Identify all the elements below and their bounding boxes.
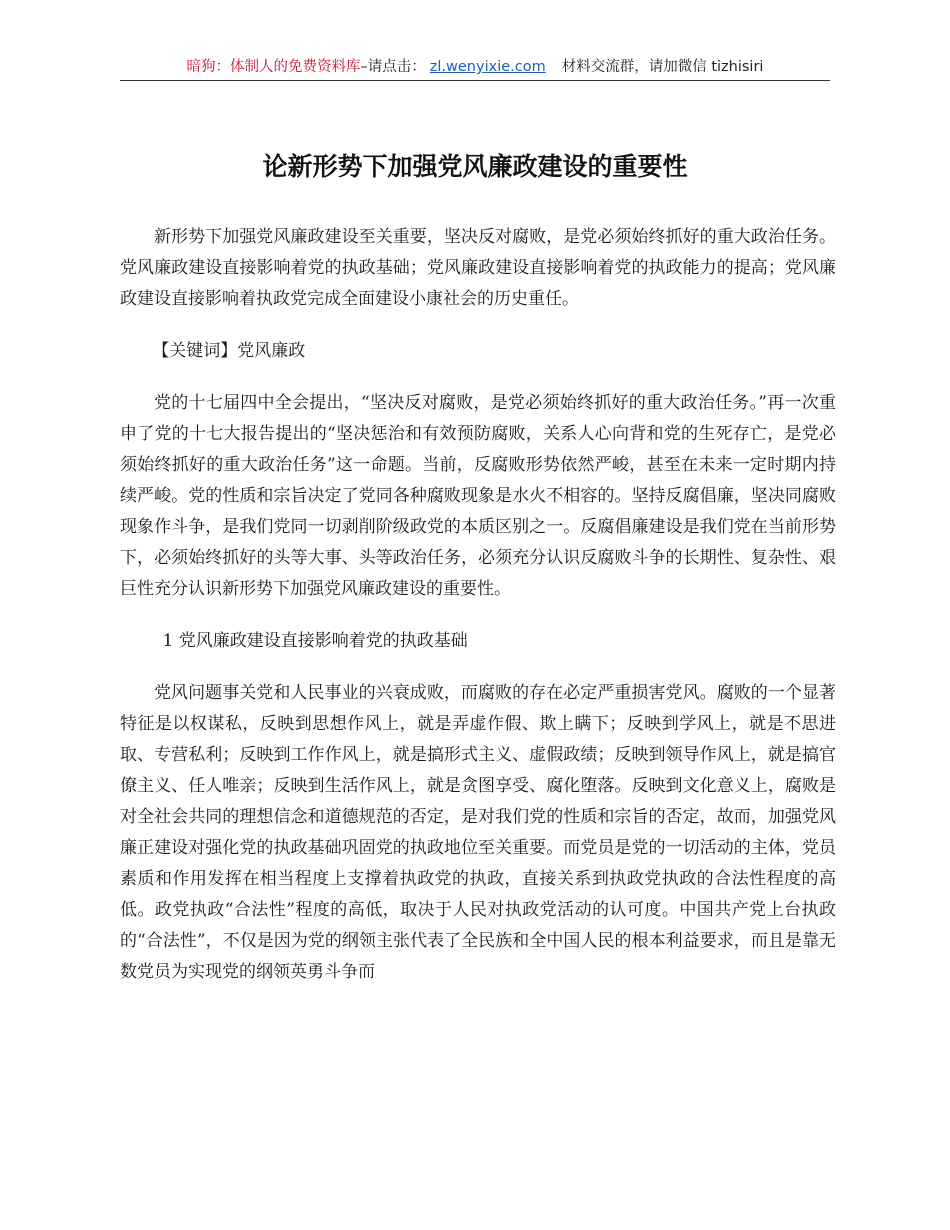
intro-paragraph: 党的十七届四中全会提出，“坚决反对腐败，是党必须始终抓好的重大政治任务。”再一次重申了党的十七大报告提出的“坚决惩治和有效预防腐败，关系人心向背和党的生死存亡，是党必须始终抓好的重大政治任务”这一命题。当前，反腐败形势依然严峻，甚至在未来一定时期内持续严峻。党的性质和宗旨决定了党同各种腐败现象是水火不相容的。坚持反腐倡廉，坚决同腐败现象作斗争，是我们党同一切剥削阶级政党的本质区别之一。反腐倡廉建设是我们党在当前形势下，必须始终抓好的头等大事、头等政治任务，必须充分认识反腐败斗争的长期性、复杂性、艰巨性充分认识新形势下加强党风廉政建设的重要性。	[120, 393, 836, 599]
section-1-heading: 1 党风廉政建设直接影响着党的执政基础	[162, 631, 468, 651]
abstract-paragraph: 新形势下加强党风廉政建设至关重要，坚决反对腐败，是党必须始终抓好的重大政治任务。党风廉政建设直接影响着党的执政基础；党风廉政建设直接影响着党的执政能力的提高；党风廉政建设直接影响着执政党完成全面建设小康社会的历史重任。	[120, 227, 836, 309]
header-click-prompt: –请点击：	[360, 59, 426, 75]
document-body	[120, 222, 836, 1009]
document-title: 论新形势下加强党风廉政建设的重要性	[262, 152, 688, 181]
page-header	[120, 56, 830, 78]
header-note: 材料交流群，请加微信 tizhisiri	[561, 59, 764, 75]
header-brand: 暗狗：体制人的免费资料库	[186, 59, 361, 75]
keywords-line: 【关键词】党风廉政	[152, 341, 306, 361]
section-1-paragraph: 党风问题事关党和人民事业的兴衰成败，而腐败的存在必定严重损害党风。腐败的一个显著特征是以权谋私，反映到思想作风上，就是弄虚作假、欺上瞒下；反映到学风上，就是不思进取、专营私利；反映到工作作风上，就是搞形式主义、虚假政绩；反映到领导作风上，就是搞官僚主义、任人唯亲；反映到生活作风上，就是贪图享受、腐化堕落。反映到文化意义上，腐败是对全社会共同的理想信念和道德规范的否定，是对我们党的性质和宗旨的否定，故而，加强党风廉正建设对强化党的执政基础巩固党的执政地位至关重要。而党员是党的一切活动的主体，党员素质和作用发挥在相当程度上支撑着执政党的执政，直接关系到执政党执政的合法性程度的高低。政党执政“合法性”程度的高低，取决于人民对执政党活动的认可度。中国共产党上台执政的“合法性”，不仅是因为党的纲领主张代表了全民族和全中国人民的根本利益要求，而且是靠无数党员为实现党的纲领英勇斗争而	[120, 683, 836, 982]
header-divider	[120, 80, 830, 81]
header-link[interactable]: zl.wenyixie.com	[429, 59, 546, 75]
